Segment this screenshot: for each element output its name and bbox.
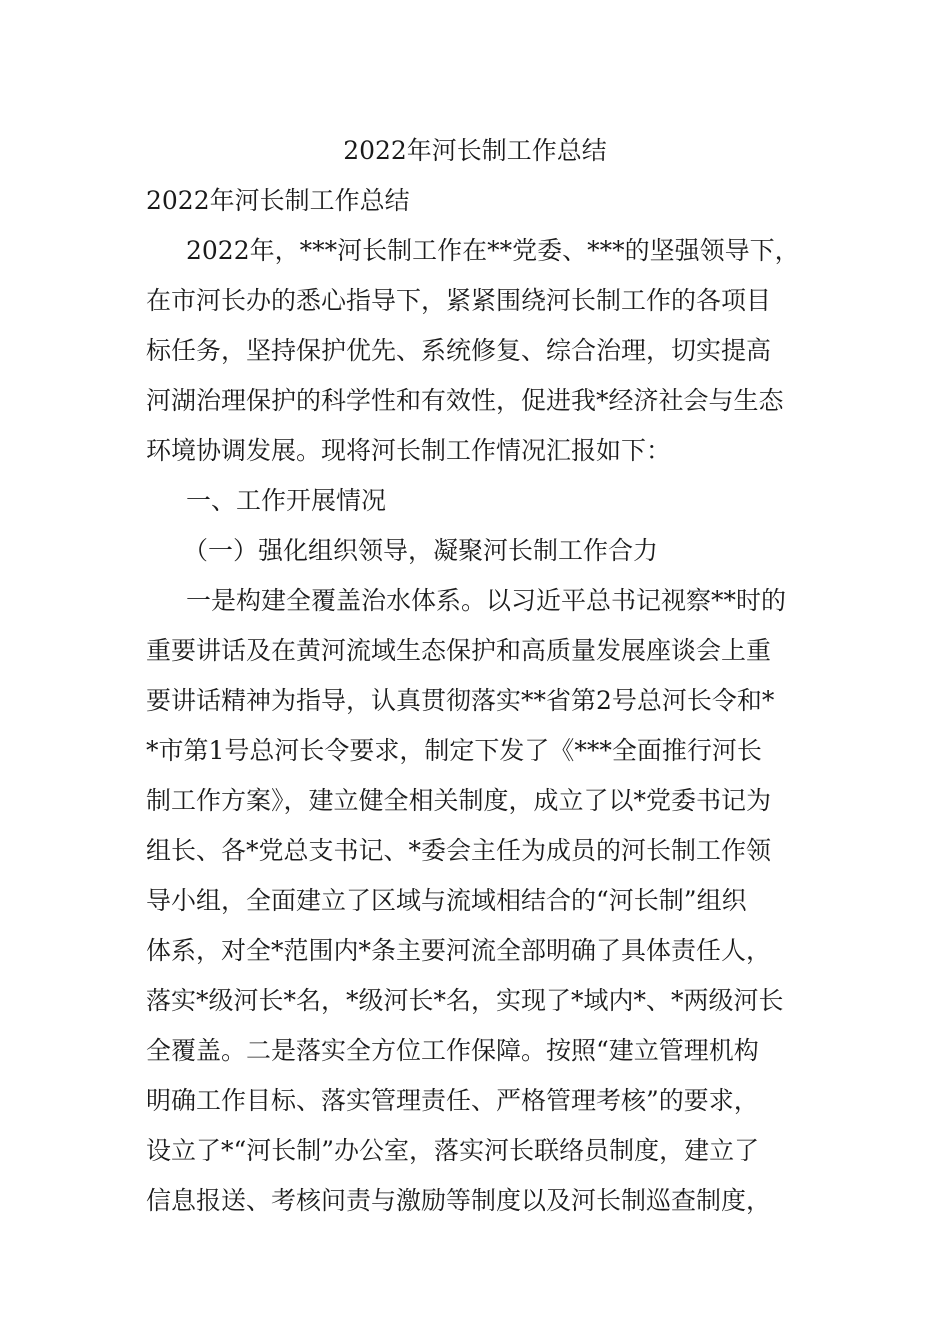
body-line: 体系，对全*范围内*条主要河流全部明确了具体责任人， xyxy=(146,936,772,965)
body-line: 制工作方案》，建立健全相关制度，成立了以*党委书记为 xyxy=(146,786,772,815)
body-line: 设立了*“河长制”办公室，落实河长联络员制度，建立了 xyxy=(146,1136,760,1165)
body-line: 要讲话精神为指导，认真贯彻落实**省第2号总河长令和* xyxy=(146,686,775,715)
body-line: 信息报送、考核问责与激励等制度以及河长制巡查制度， xyxy=(146,1186,772,1215)
body-line: 环境协调发展。现将河长制工作情况汇报如下： xyxy=(146,436,672,465)
body-line: 河湖治理保护的科学性和有效性，促进我*经济社会与生态 xyxy=(146,386,784,415)
body-line: *市第1号总河长令要求，制定下发了《***全面推行河长 xyxy=(146,736,762,765)
body-line: 一是构建全覆盖治水体系。以习近平总书记视察**时的 xyxy=(186,586,787,615)
body-line: 落实*级河长*名，*级河长*名，实现了*域内*、*两级河长 xyxy=(146,986,784,1015)
body-line: 重要讲话及在黄河流域生态保护和高质量发展座谈会上重 xyxy=(146,636,772,665)
subsection-heading: （一）强化组织领导，凝聚河长制工作合力 xyxy=(183,536,659,565)
body-line: 2022年，***河长制工作在**党委、***的坚强领导下， xyxy=(186,236,800,265)
document-subtitle: 2022年河长制工作总结 xyxy=(146,186,410,215)
section-heading: 一、工作开展情况 xyxy=(186,486,387,515)
body-line: 标任务，坚持保护优先、系统修复、综合治理，切实提高 xyxy=(146,336,772,365)
body-line: 导小组，全面建立了区域与流域相结合的“河长制”组织 xyxy=(146,886,747,915)
body-line: 明确工作目标、落实管理责任、严格管理考核”的要求， xyxy=(146,1086,759,1115)
body-line: 组长、各*党总支书记、*委会主任为成员的河长制工作领 xyxy=(146,836,772,865)
body-line: 全覆盖。二是落实全方位工作保障。按照“建立管理机构 xyxy=(146,1036,759,1065)
document-title: 2022年河长制工作总结 xyxy=(343,136,607,165)
body-line: 在市河长办的悉心指导下，紧紧围绕河长制工作的各项目 xyxy=(146,286,772,315)
